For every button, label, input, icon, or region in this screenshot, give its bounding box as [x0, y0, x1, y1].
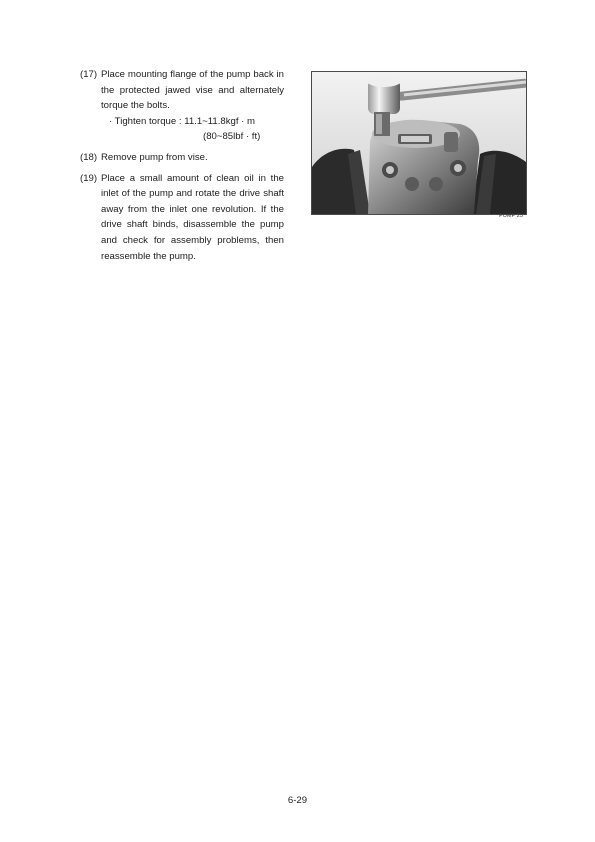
torque-spec-imperial: (80~85lbf · ft) — [203, 131, 261, 143]
step-17 — [80, 67, 284, 145]
step-19 — [80, 171, 284, 265]
step-text: Place a small amount of clean oil in the inlet of the pump and rotate the drive shaft away from the inlet one revolution. If the drive shaft binds, disassemble the pump and check for assembly problems, then reassemble the pump. — [101, 172, 284, 262]
torque-spec: · Tighten torque : 11.1~11.8kgf · m — [109, 115, 256, 127]
figure-caption: PUMP 25 — [499, 213, 523, 219]
page-number: 6-29 — [287, 795, 308, 806]
step-text: Place mounting flange of the pump back in the protected jawed vise and alternately torque the bolts. — [101, 69, 284, 112]
step-number: (17) — [80, 69, 98, 80]
step-18 — [80, 150, 284, 166]
procedure-steps — [80, 67, 284, 269]
step-number: (19) — [80, 172, 98, 184]
pump-in-vise-illustration — [312, 72, 526, 214]
step-number: (18) — [80, 151, 98, 163]
pump-torque-photo — [311, 71, 527, 215]
step-text: Remove pump from vise. — [101, 151, 208, 163]
